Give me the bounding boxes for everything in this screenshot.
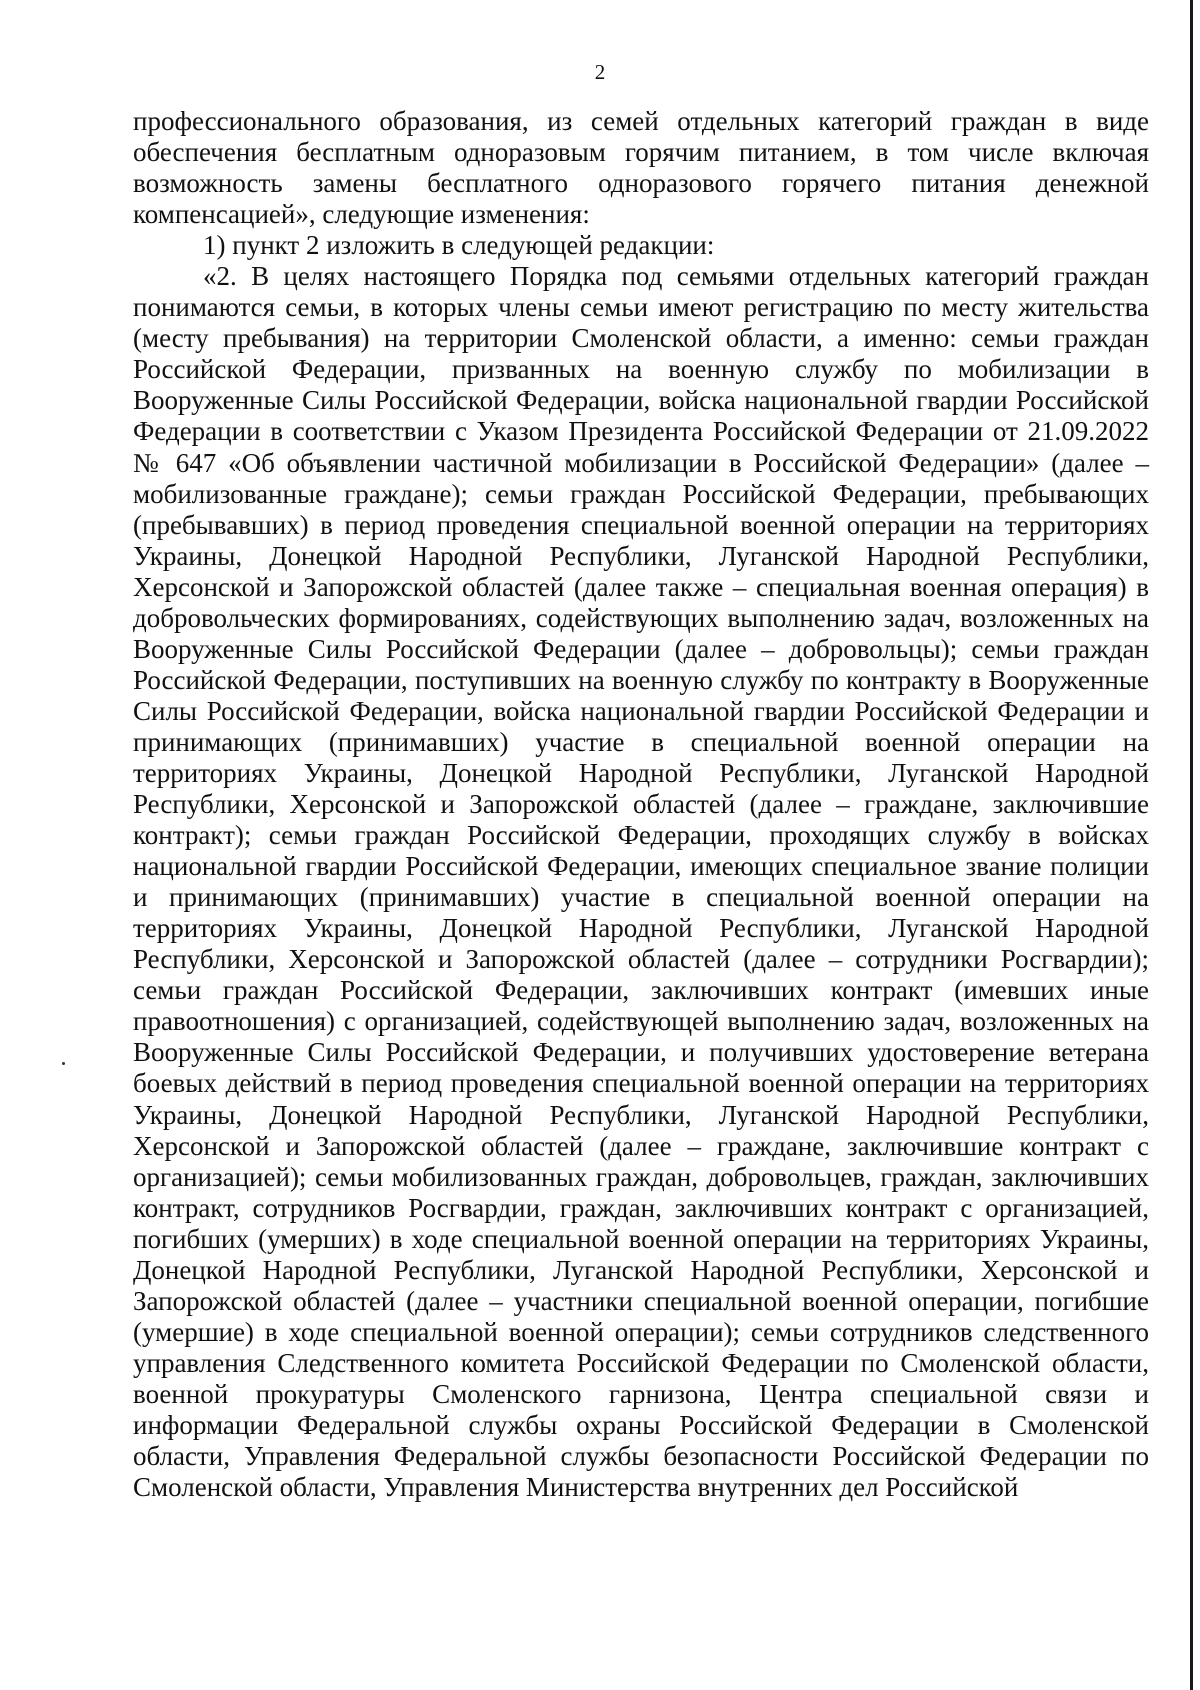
paragraph-continuation: профессионального образования, из семей отдельных категорий граждан в виде обеспечения бесплатным одноразовым горячим питанием, в том числе включая возможность замены бесплатного одноразового горячего питания денежной компенсацией», следующие изменения: [133, 106, 1149, 230]
document-body [133, 106, 1149, 1503]
paragraph-item-1: 1) пункт 2 изложить в следующей редакции: [203, 230, 715, 261]
paragraph-clause-2: «2. В целях настоящего Порядка под семьями отдельных категорий граждан понимаются семьи, в которых члены семьи имеют регистрацию по месту жительства (месту пребывания) на территории Смоленской области, а именно: семьи граждан Российской Федерации, призванных на военную службу по мобилизации в Вооруженные Силы Российской Федерации, войска национальной гвардии Российской Федерации в соответствии с Указом Президента Российской Федерации от 21.09.2022 № 647 «Об объявлении частичной мобилизации в Российской Федерации» (далее – мобилизованные граждане); семьи граждан Российской Федерации, пребывающих (пребывавших) в период проведения специальной военной операции на территориях Украины, Донецкой Народной Республики, Луганской Народной Республики, Херсонской и Запорожской областей (далее также – специальная военная операция) в добровольческих формированиях, содействующих выполнению задач, возложенных на Вооруженные Силы Российской Федерации (далее – добровольцы); семьи граждан Российской Федерации, поступивших на военную службу по контракту в Вооруженные Силы Российской Федерации, войска национальной гвардии Российской Федерации и принимающих (принимавших) участие в специальной военной операции на территориях Украины, Донецкой Народной Республики, Луганской Народной Республики, Херсонской и Запорожской областей (далее – граждане, заключившие контракт); семьи граждан Российской Федерации, проходящих службу в войсках национальной гвардии Российской Федерации, имеющих специальное звание полиции и принимающих (принимавших) участие в специальной военной операции на территориях Украины, Донецкой Народной Республики, Луганской Народной Республики, Херсонской и Запорожской областей (далее – сотрудники Росгвардии); семьи граждан Российской Федерации, заключивших контракт (имевших иные правоотношения) с организацией, содействующей выполнению задач, возложенных на Вооруженные Силы Российской Федерации, и получивших удостоверение ветерана боевых действий в период проведения специальной военной операции на территориях Украины, Донецкой Народной Республики, Луганской Народной Республики, Херсонской и Запорожской областей (далее – граждане, заключившие контракт с организацией); семьи мобилизованных граждан, добровольцев, граждан, заключивших контракт, сотрудников Росгвардии, граждан, заключивших контракт с организацией, погибших (умерших) в ходе специальной военной операции на территориях Украины, Донецкой Народной Республики, Луганской Народной Республики, Херсонской и Запорожской областей (далее – участники специальной военной операции, погибшие (умершие) в ходе специальной военной операции); семьи сотрудников следственного управления Следственного комитета Российской Федерации по Смоленской области, военной прокуратуры Смоленского гарнизона, Центра специальной связи и информации Федеральной службы охраны Российской Федерации в Смоленской области, Управления Федеральной службы безопасности Российской Федерации по Смоленской области, Управления Министерства внутренних дел Российской [133, 261, 1149, 1503]
scan-speck [62, 1062, 65, 1065]
page-number: 2 [594, 60, 606, 84]
scan-edge-line [1190, 0, 1193, 1690]
